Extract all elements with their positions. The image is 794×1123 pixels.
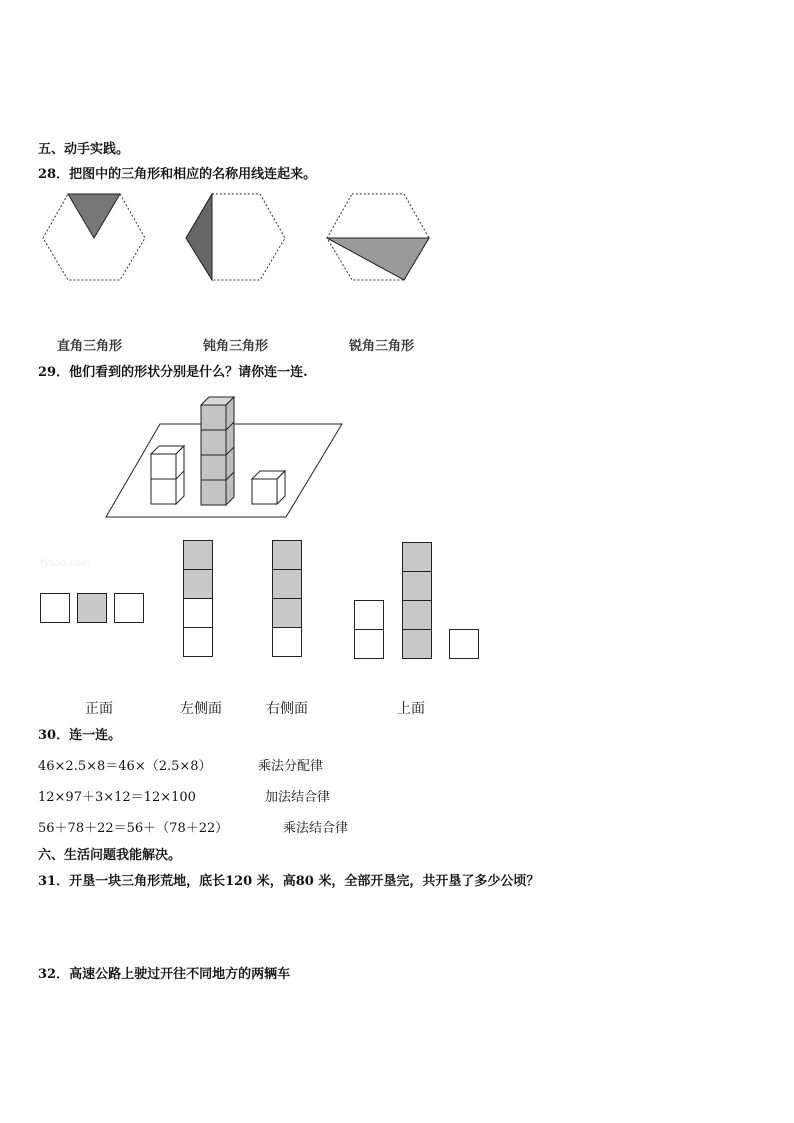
law-2: 加法结合律: [265, 790, 331, 805]
view2-square: [183, 569, 213, 599]
block-scene: [106, 397, 342, 517]
view4-square: [354, 600, 384, 630]
law-1: 乘法分配律: [258, 759, 324, 774]
view1-square: [40, 593, 70, 623]
view4-square: [402, 571, 432, 601]
view4-square: [449, 629, 479, 659]
name-obtuse-triangle: 钝角三角形: [203, 339, 269, 354]
equation-1: 46×2.5×8＝46×（2.5×8）: [38, 759, 212, 774]
question-30: 30．连一连。: [38, 728, 122, 743]
view3-square: [272, 598, 302, 628]
question-32: 32．高速公路上驶过开往不同地方的两辆车: [38, 967, 291, 982]
question-31: 31．开垦一块三角形荒地，底长120 米，高80 米，全部开垦完，共开垦了多少公顷？: [38, 874, 540, 889]
left-stack: [151, 446, 184, 504]
equation-3: 56＋78＋22＝56＋（78＋22）: [38, 821, 229, 836]
section-heading-6: 六、生活问题我能解决。: [38, 848, 182, 863]
name-acute-triangle: 锐角三角形: [349, 339, 415, 354]
label-left-side: 左侧面: [180, 701, 222, 717]
name-right-triangle: 直角三角形: [57, 339, 123, 354]
view4-square: [402, 600, 432, 630]
view1-square: [77, 593, 107, 623]
law-3: 乘法结合律: [283, 821, 349, 836]
label-front: 正面: [85, 701, 113, 717]
view2-square: [183, 598, 213, 628]
view3-square: [272, 627, 302, 657]
label-top: 上面: [397, 701, 425, 717]
view3-square: [272, 540, 302, 570]
right-cube: [252, 471, 285, 504]
view4-square: [402, 542, 432, 572]
label-right-side: 右侧面: [266, 701, 308, 717]
section-heading-5: 五、动手实践。: [38, 142, 130, 157]
question-29: 29．他们看到的形状分别是什么？请你连一连.: [38, 365, 308, 380]
view1-square: [114, 593, 144, 623]
view2-square: [183, 540, 213, 570]
equation-2: 12×97＋3×12＝12×100: [38, 790, 196, 805]
view3-square: [272, 569, 302, 599]
hexagon-acute-triangle-figure: [327, 194, 429, 280]
view2-square: [183, 627, 213, 657]
question-28: 28．把图中的三角形和相应的名称用线连起来。: [38, 167, 317, 182]
view4-square: [354, 629, 384, 659]
hexagon-right-triangle-figure: [43, 194, 145, 280]
hexagon-obtuse-triangle-figure: [186, 194, 285, 280]
watermark: fyzoo.com: [40, 558, 91, 569]
view4-square: [402, 629, 432, 659]
middle-stack: [201, 397, 234, 505]
